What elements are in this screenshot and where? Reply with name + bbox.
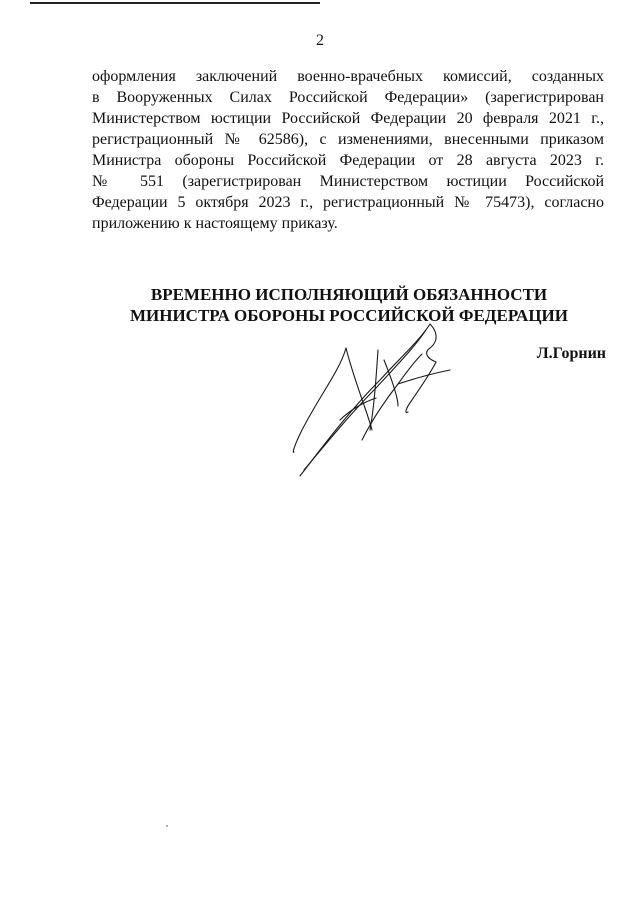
body-line: № 551 (зарегистрирован Министерством юстиции Российской bbox=[92, 173, 604, 190]
body-line: регистрационный № 62586), с изменениями, внесенными приказом bbox=[92, 131, 604, 148]
page-number: 2 bbox=[316, 32, 324, 49]
body-line: Министра обороны Российской Федерации от 28 августа 2023 г. bbox=[92, 152, 604, 169]
body-line: в Вооруженных Силах Российской Федерации» (зарегистрирован bbox=[92, 89, 604, 106]
signatory-title-line-2: МИНИСТРА ОБОРОНЫ РОССИЙСКОЙ ФЕДЕРАЦИИ bbox=[129, 306, 569, 325]
signatory-name: Л.Горнин bbox=[536, 345, 606, 362]
handwritten-signature bbox=[280, 300, 480, 520]
body-line: приложению к настоящему приказу. bbox=[92, 215, 338, 232]
scan-edge-mark bbox=[30, 2, 320, 4]
body-line: Федерации 5 октября 2023 г., регистрационный № 75473), согласно bbox=[92, 194, 604, 211]
signatory-title-line-1: ВРЕМЕННО ИСПОЛНЯЮЩИЙ ОБЯЗАННОСТИ bbox=[150, 285, 548, 304]
body-line: Министерством юстиции Российской Федерации 20 февраля 2021 г., bbox=[92, 110, 604, 127]
body-line: оформления заключений военно-врачебных комиссий, созданных bbox=[92, 68, 604, 85]
body-paragraph bbox=[92, 66, 604, 234]
scan-speck bbox=[166, 825, 168, 827]
